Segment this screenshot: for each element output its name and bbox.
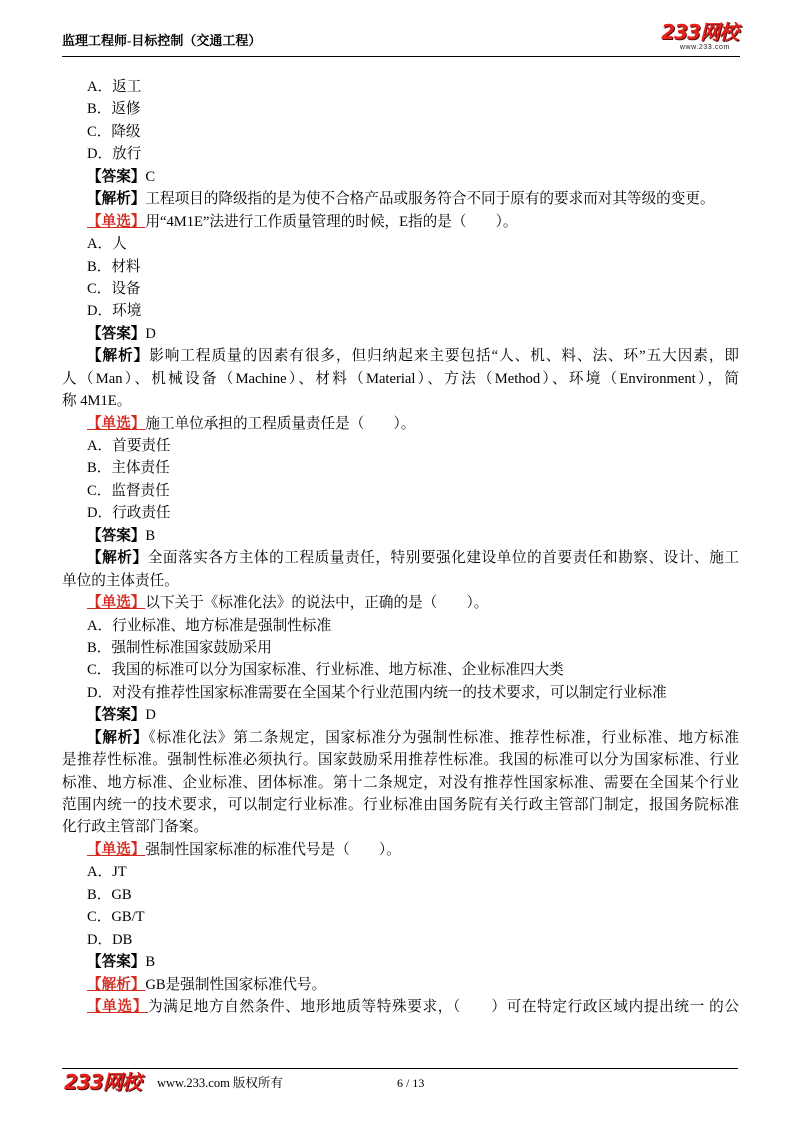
- question-stem-text: 用“4M1E”法进行工作质量管理的时候，E指的是（ ）。: [145, 213, 518, 230]
- analysis-text: GB是强制性国家标准代号。: [145, 976, 327, 993]
- analysis-line: [62, 727, 739, 749]
- question-type-label: 【单选】: [87, 998, 148, 1015]
- option-d: D．对没有推荐性国家标准需要在全国某个行业范围内统一的技术要求，可以制定行业标准: [87, 684, 667, 701]
- analysis-label: 【解析】: [87, 550, 148, 567]
- option-b: B．GB: [87, 886, 132, 903]
- answer-value: B: [145, 527, 156, 544]
- question-stem-text: 为满足地方自然条件、地形地质等特殊要求，（ ）可在特定行政区域内提出统一 的公: [148, 998, 739, 1015]
- brand-logo-text: 233网校: [661, 20, 738, 44]
- answer-line: [62, 166, 739, 188]
- analysis-text-continued: 化行政主管部门备案。: [62, 819, 208, 836]
- answer-label: 【答案】: [87, 707, 146, 724]
- option-a: A．首要责任: [87, 438, 171, 454]
- footer-divider: [62, 1068, 738, 1069]
- analysis-text-continued: 称 4M1E。: [62, 393, 132, 410]
- option-b: B．返修: [87, 101, 141, 118]
- question-stem: [62, 592, 739, 614]
- analysis-line: [62, 345, 739, 367]
- header-divider: [62, 56, 740, 57]
- answer-label: 【答案】: [87, 168, 146, 185]
- option-c: C．设备: [87, 280, 141, 297]
- question-type-label: 【单选】: [87, 841, 146, 858]
- analysis-text: 全面落实各方主体的工程质量责任，特别要强化建设单位的首要责任和勘察、设计、施工: [147, 550, 739, 567]
- analysis-line: [62, 974, 739, 996]
- option-d: D．行政责任: [87, 505, 171, 522]
- brand-logo-site: www.233.com: [679, 44, 730, 51]
- analysis-text-continued: 人（Man）、机械设备（Machine）、材料（Material）、方法（Method）、环境（Environment），简: [62, 370, 739, 387]
- option-a: A．人: [87, 236, 127, 253]
- copyright-notice: www.233.com 版权所有: [157, 1076, 283, 1090]
- question-type-label: 【单选】: [87, 595, 146, 612]
- answer-value: C: [145, 168, 156, 185]
- option-d: D．DB: [87, 931, 133, 948]
- question-stem-text: 以下关于《标准化法》的说法中，正确的是（ ）。: [145, 595, 489, 612]
- analysis-text: 《标准化法》第二条规定，国家标准分为强制性标准、推荐性标准，行业标准、地方标准: [148, 729, 739, 746]
- analysis-text-continued: 是推荐性标准。强制性标准必须执行。国家鼓励采用推荐性标准。我国的标准可以分为国家标准、行业: [62, 752, 739, 769]
- option-b: B．材料: [87, 258, 141, 275]
- question-stem: [62, 996, 739, 1018]
- question-stem-text: 强制性国家标准的标准代号是（ ）。: [145, 841, 401, 858]
- question-stem: [62, 211, 739, 233]
- analysis-label: 【解析】: [87, 976, 146, 993]
- question-stem: [62, 413, 739, 435]
- analysis-text: 工程项目的降级指的是为使不合格产品或服务符合不同于原有的要求而对其等级的变更。: [145, 191, 715, 208]
- option-c: C．降级: [87, 123, 141, 140]
- question-type-label: 【单选】: [87, 415, 146, 432]
- question-type-label: 【单选】: [87, 213, 146, 230]
- answer-label: 【答案】: [87, 325, 146, 342]
- document-title: 监理工程师-目标控制（交通工程）: [62, 33, 262, 48]
- question-list: [62, 76, 739, 1018]
- analysis-label: 【解析】: [87, 191, 146, 208]
- analysis-text-continued: 范围内统一的技术要求，可以制定行业标准。行业标准由国务院有关行政主管部门制定，报国务院标准: [62, 797, 739, 813]
- analysis-label: 【解析】: [87, 729, 149, 746]
- answer-value: D: [145, 325, 156, 342]
- analysis-label: 【解析】: [87, 348, 150, 365]
- analysis-text-continued: 标准、地方标准、企业标准、团体标准。第十二条规定，对没有推荐性国家标准、需要在全国某个行业: [62, 774, 739, 791]
- answer-line: [62, 323, 739, 345]
- footer-logo: 233网校: [64, 1070, 141, 1094]
- option-b: B．强制性标准国家鼓励采用: [87, 639, 272, 656]
- option-c: C．监督责任: [87, 482, 170, 499]
- analysis-line: [62, 188, 739, 210]
- option-c: C．GB/T: [87, 909, 145, 926]
- question-stem-text: 施工单位承担的工程质量责任是（ ）。: [145, 415, 416, 432]
- answer-line: [62, 704, 739, 726]
- option-b: B．主体责任: [87, 460, 170, 477]
- answer-line: [62, 525, 739, 547]
- answer-line: [62, 951, 739, 973]
- question-stem: [62, 839, 739, 861]
- answer-label: 【答案】: [87, 954, 146, 971]
- option-d: D．环境: [87, 303, 142, 320]
- analysis-text: 影响工程质量的因素有很多，但归纳起来主要包括“人、机、料、法、环”五大因素，即: [149, 348, 739, 365]
- option-a: A．JT: [87, 864, 127, 881]
- analysis-text-continued: 单位的主体责任。: [62, 572, 179, 589]
- option-c: C．我国的标准可以分为国家标准、行业标准、地方标准、企业标准四大类: [87, 662, 564, 679]
- option-d: D．放行: [87, 146, 142, 163]
- answer-label: 【答案】: [87, 527, 146, 544]
- option-a: A．行业标准、地方标准是强制性标准: [87, 617, 332, 634]
- option-a: A．返工: [87, 79, 142, 95]
- answer-value: D: [145, 707, 156, 724]
- answer-value: B: [145, 954, 156, 971]
- page-number: 6 / 13: [397, 1076, 425, 1090]
- brand-logo: [640, 21, 738, 52]
- analysis-line: [62, 547, 739, 569]
